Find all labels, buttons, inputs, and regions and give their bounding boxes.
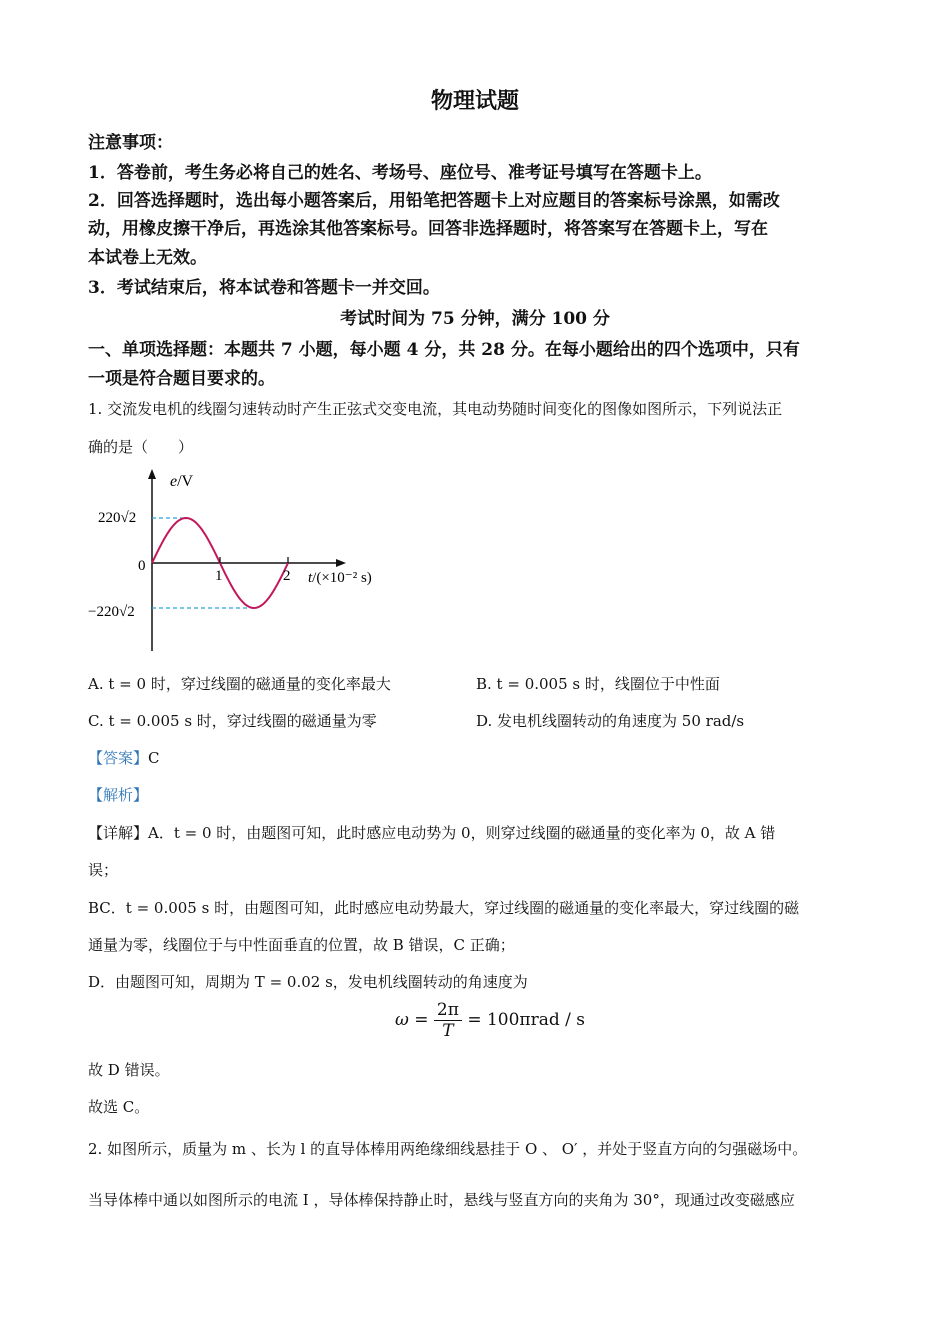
chart-axes xyxy=(148,469,346,651)
answer-tag: 【答案】 xyxy=(88,749,149,767)
notice-item-2-line-3: 本试卷上无效。 xyxy=(88,248,207,268)
q1-answer-line xyxy=(88,747,160,768)
q1-option-c: C. t = 0.005 s 时，穿过线圈的磁通量为零 xyxy=(88,712,377,730)
analysis-tag: 【解析】 xyxy=(88,786,149,804)
y-axis-label: e/V xyxy=(170,473,194,490)
q1-detail-line-5: D．由题图可知，周期为 T = 0.02 s，发电机线圈转动的角速度为 xyxy=(88,973,528,991)
q1-detail-line-6: 故 D 错误。 xyxy=(88,1061,170,1079)
notice-item-3: 3．考试结束后，将本试卷和答题卡一并交回。 xyxy=(88,278,440,298)
x-tick-label-2: 2 xyxy=(283,568,291,584)
section-heading-line-2: 一项是符合题目要求的。 xyxy=(88,369,275,389)
y-tick-label-zero: 0 xyxy=(138,558,146,574)
y-axis-arrow xyxy=(148,469,156,479)
q2-stem-line-1: 2. 如图所示，质量为 m 、长为 l 的直导体棒用两绝缘细线悬挂于 O 、 O′ ，并处于竖直方向的匀强磁场中。 xyxy=(88,1140,808,1158)
q1-stem-line-2: 确的是（ ） xyxy=(88,438,194,456)
q1-detail-line-1: 【详解】A．t = 0 时，由题图可知，此时感应电动势为 0，则穿过线圈的磁通量的变化率为 0，故 A 错 xyxy=(88,824,776,842)
q2-stem-line-2: 当导体棒中通以如图所示的电流 I ，导体棒保持静止时，悬线与竖直方向的夹角为 30°，现通过改变磁感应 xyxy=(88,1191,795,1209)
formula-rhs: = 100πrad / s xyxy=(467,1010,585,1030)
page-title: 物理试题 xyxy=(430,88,519,114)
section-heading-line-1: 一、单项选择题：本题共 7 小题，每小题 4 分，共 28 分。在每小题给出的四个选项中，只有 xyxy=(88,340,800,360)
q1-option-a: A. t = 0 时，穿过线圈的磁通量的变化率最大 xyxy=(88,675,391,693)
formula-lhs: ω = xyxy=(395,1010,429,1030)
omega-formula xyxy=(395,1000,585,1041)
formula-denominator: T xyxy=(442,1021,454,1041)
q1-option-d: D. 发电机线圈转动的角速度为 50 rad/s xyxy=(476,712,745,730)
x-tick-label-1: 1 xyxy=(215,568,223,584)
q1-detail-line-2: 误； xyxy=(88,861,119,879)
answer-value: C xyxy=(148,749,160,767)
emf-time-chart xyxy=(86,466,396,656)
q1-stem-line-1: 1. 交流发电机的线圈匀速转动时产生正弦式交变电流，其电动势随时间变化的图像如图所示，下列说法正 xyxy=(88,400,783,418)
formula-numerator: 2π xyxy=(434,1000,462,1021)
notice-item-2-line-2: 动，用橡皮擦干净后，再选涂其他答案标号。回答非选择题时，将答案写在答题卡上，写在 xyxy=(88,219,768,239)
y-tick-label-min: −220√2 xyxy=(88,604,135,620)
notice-item-1: 1．答卷前，考生务必将自己的姓名、考场号、座位号、准考证号填写在答题卡上。 xyxy=(88,163,712,183)
formula-fraction xyxy=(434,1000,462,1041)
y-tick-label-max: 220√2 xyxy=(98,510,137,526)
q1-option-b: B. t = 0.005 s 时，线圈位于中性面 xyxy=(476,675,720,693)
q1-detail-line-4: 通量为零，线圈位于与中性面垂直的位置，故 B 错误，C 正确； xyxy=(88,936,515,954)
exam-info: 考试时间为 75 分钟，满分 100 分 xyxy=(340,309,610,329)
x-axis-label: t/(×10⁻² s) xyxy=(308,570,372,586)
q1-detail-line-3: BC．t = 0.005 s 时，由题图可知，此时感应电动势最大，穿过线圈的磁通量的变化率最大，穿过线圈的磁 xyxy=(88,899,800,917)
q1-conclusion: 故选 C。 xyxy=(88,1098,150,1116)
notice-heading: 注意事项： xyxy=(88,133,173,153)
notice-item-2-line-1: 2．回答选择题时，选出每小题答案后，用铅笔把答题卡上对应题目的答案标号涂黑，如需改 xyxy=(88,191,780,211)
x-axis-arrow xyxy=(336,559,346,567)
